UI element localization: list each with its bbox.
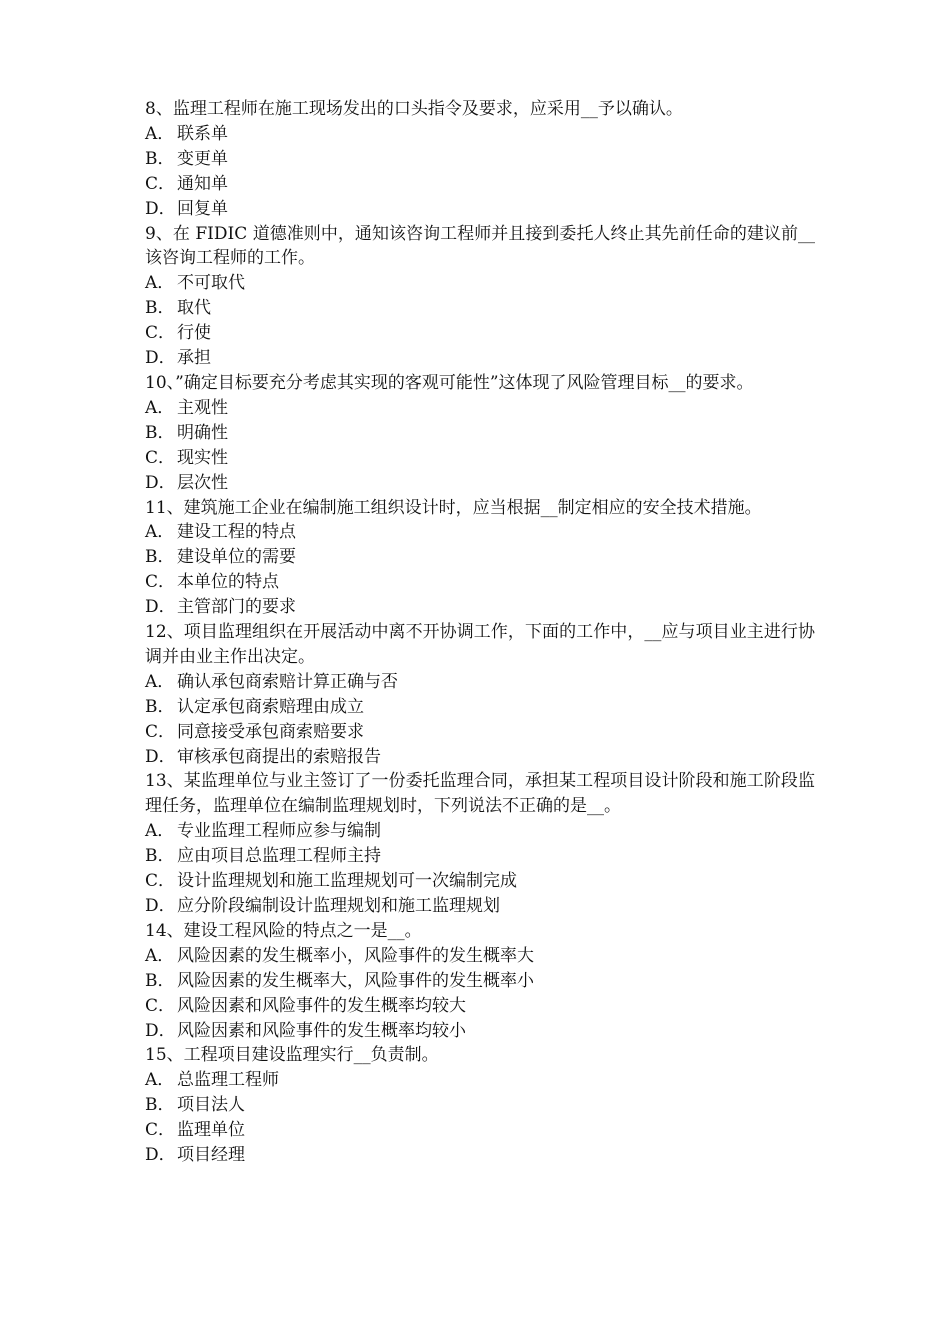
option-text: 风险因素的发生概率大，风险事件的发生概率小 [177, 970, 534, 991]
option-letter: C． [145, 173, 176, 194]
option-c [145, 720, 815, 745]
option-text: 确认承包商索赔计算正确与否 [177, 671, 398, 692]
option-text: 层次性 [177, 472, 228, 493]
option-letter: D． [145, 896, 176, 916]
option-text: 现实性 [177, 447, 228, 468]
option-text: 风险因素和风险事件的发生概率均较小 [177, 1020, 466, 1041]
option-text: 变更单 [177, 148, 228, 169]
option-text: 行使 [177, 323, 211, 344]
option-letter: D． [145, 1020, 176, 1041]
option-text: 回复单 [177, 198, 228, 219]
option-c [145, 570, 815, 595]
option-text: 承担 [177, 348, 211, 369]
question-text: 12、项目监理组织在开展活动中离不开协调工作，下面的工作中，__应与项目业主进行协调并由业主作出决定。 [145, 622, 815, 667]
option-letter: B． [145, 547, 175, 568]
option-text: 风险因素和风险事件的发生概率均较大 [177, 995, 466, 1016]
option-letter: D． [145, 348, 176, 369]
question-text: 15、工程项目建设监理实行__负责制。 [145, 1045, 439, 1066]
option-letter: A． [145, 671, 175, 692]
option-a [145, 944, 815, 969]
option-text: 本单位的特点 [177, 572, 279, 593]
option-text: 应由项目总监理工程师主持 [177, 846, 381, 867]
option-letter: C． [145, 572, 176, 593]
option-letter: C． [145, 1120, 176, 1141]
question-block [145, 222, 815, 371]
document-page [145, 97, 815, 1168]
question-block [145, 371, 815, 496]
option-text: 同意接受承包商索赔要求 [177, 721, 364, 742]
option-text: 认定承包商索赔理由成立 [177, 696, 364, 717]
option-c [145, 446, 815, 471]
option-text: 专业监理工程师应参与编制 [177, 821, 381, 842]
question-block [145, 919, 815, 1044]
option-a [145, 520, 815, 545]
option-d [145, 595, 815, 620]
option-b [145, 1093, 815, 1118]
option-a [145, 271, 815, 296]
option-text: 应分阶段编制设计监理规划和施工监理规划 [177, 896, 500, 916]
option-letter: B． [145, 298, 175, 319]
option-b [145, 695, 815, 720]
option-letter: A． [145, 945, 175, 966]
option-c [145, 172, 815, 197]
question-block [145, 769, 815, 918]
option-letter: D． [145, 472, 176, 493]
option-text: 监理单位 [177, 1120, 245, 1141]
option-a [145, 670, 815, 695]
question-text: 10、”确定目标要充分考虑其实现的客观可能性”这体现了风险管理目标__的要求。 [145, 372, 754, 393]
option-letter: D． [145, 198, 176, 219]
option-letter: C． [145, 721, 176, 742]
option-letter: C． [145, 447, 176, 468]
option-letter: B． [145, 1095, 175, 1116]
option-text: 风险因素的发生概率小，风险事件的发生概率大 [177, 945, 534, 966]
option-a [145, 1068, 815, 1093]
option-letter: C． [145, 323, 176, 344]
question-text: 9、在 FIDIC 道德准则中，通知该咨询工程师并且接到委托人终止其先前任命的建议前__该咨询工程师的工作。 [145, 223, 815, 269]
option-d [145, 745, 815, 770]
option-text: 明确性 [177, 422, 228, 443]
option-letter: A． [145, 273, 175, 294]
option-letter: B． [145, 148, 175, 169]
option-b [145, 421, 815, 446]
option-text: 建设工程的特点 [177, 522, 296, 543]
option-letter: B． [145, 422, 175, 443]
option-text: 审核承包商提出的索赔报告 [177, 746, 381, 767]
option-a [145, 396, 815, 421]
option-letter: A． [145, 1070, 175, 1091]
option-b [145, 147, 815, 172]
option-text: 不可取代 [177, 273, 245, 294]
question-block [145, 1043, 815, 1168]
option-letter: D． [145, 746, 176, 767]
option-letter: D． [145, 1145, 176, 1166]
option-letter: A． [145, 397, 175, 418]
option-c [145, 1118, 815, 1143]
option-text: 联系单 [177, 123, 228, 144]
option-d [145, 471, 815, 496]
option-text: 项目法人 [177, 1095, 245, 1116]
option-letter: D． [145, 597, 176, 618]
option-a [145, 122, 815, 147]
option-text: 主管部门的要求 [177, 597, 296, 618]
option-text: 建设单位的需要 [177, 547, 296, 568]
option-b [145, 844, 815, 869]
option-a [145, 819, 815, 844]
option-letter: A． [145, 123, 175, 144]
option-text: 总监理工程师 [177, 1070, 279, 1091]
option-letter: A． [145, 821, 175, 842]
option-letter: B． [145, 696, 175, 717]
option-c [145, 994, 815, 1019]
option-text: 设计监理规划和施工监理规划可一次编制完成 [177, 871, 517, 892]
option-d [145, 197, 815, 222]
option-d [145, 894, 815, 919]
option-d [145, 1143, 815, 1168]
option-text: 项目经理 [177, 1145, 245, 1166]
option-letter: B． [145, 846, 175, 867]
option-text: 取代 [177, 298, 211, 319]
question-text: 14、建设工程风险的特点之一是__。 [145, 920, 422, 941]
option-letter: B． [145, 970, 175, 991]
question-text: 13、某监理单位与业主签订了一份委托监理合同，承担某工程项目设计阶段和施工阶段监理任务，监理单位在编制监理规划时，下列说法不正确的是__。 [145, 771, 815, 817]
option-letter: C． [145, 871, 176, 892]
option-d [145, 346, 815, 371]
question-text: 8、监理工程师在施工现场发出的口头指令及要求，应采用__予以确认。 [145, 99, 683, 119]
question-block [145, 620, 815, 769]
question-text: 11、建筑施工企业在编制施工组织设计时，应当根据__制定相应的安全技术措施。 [145, 497, 762, 518]
question-block [145, 97, 815, 222]
option-c [145, 321, 815, 346]
option-letter: C． [145, 995, 176, 1016]
option-d [145, 1019, 815, 1044]
option-text: 通知单 [177, 173, 228, 194]
option-text: 主观性 [177, 397, 228, 418]
question-block [145, 496, 815, 621]
option-c [145, 869, 815, 894]
option-letter: A． [145, 522, 175, 543]
option-b [145, 969, 815, 994]
option-b [145, 545, 815, 570]
option-b [145, 296, 815, 321]
